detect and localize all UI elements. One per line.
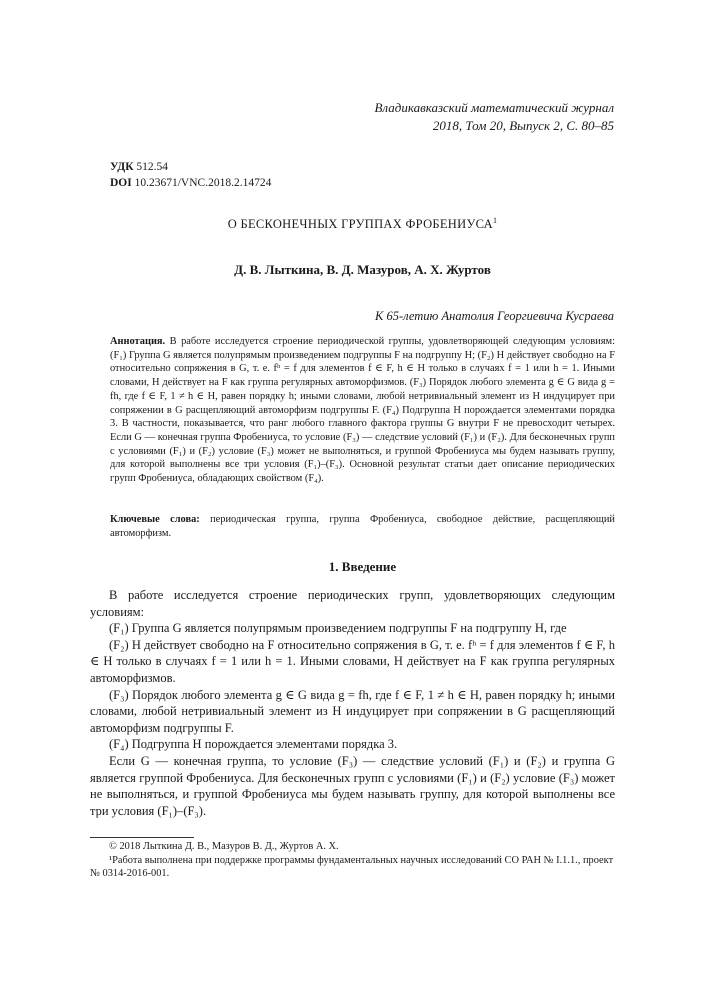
keywords-text: периодическая группа, группа Фробениуса, свободное действие, расщепляющий автоморфизм. (110, 514, 615, 539)
article-title-text: О БЕСКОНЕЧНЫХ ГРУППАХ ФРОБЕНИУСА (227, 217, 493, 232)
udk-line (110, 159, 271, 175)
doi-label: DOI (110, 177, 132, 189)
doi-line (110, 175, 271, 191)
copyright-note: © 2018 Лыткина Д. В., Мазуров В. Д., Журтов А. Х. (109, 841, 339, 852)
abstract-text: В работе исследуется строение периодической группы, удовлетворяющей следующим условиям: (F₁) Группа G является полупрямым произведением подгруппы F на подгруппу H; (F₂) H действует свободно на F относительно сопряжения в G, т. е. fʰ = f для элементов f ∈ F, h ∈ H только в случаях f = 1 или h = 1. Иными словами, H действует на F как группа регулярных автоморфизмов. (F₃) Порядок любого элемента g ∈ G вида g = fh, где f ∈ F, 1 ≠ h ∈ H, равен порядку h; иными словами, любой нетривиальный элемент из H индуцирует при сопряжении в G расщепляющий автоморфизм подгруппы F. (F₄) Подгруппа H порождается элементами порядка 3. В частности, показывается, что ранг любого главного фактора группы G внутри F не превосходит четырех. Если G — конечная группа Фробениуса, то условие (F₃) — следствие условий (F₁) и (F₂). Для бесконечных групп с условиями (F₁) и (F₂) условие (F₃) может не выполняться, и группой Фробениуса мы будем называть группу, для которой выполнены все три условия (F₁)–(F₃). Основной результат статьи дает описание периодических групп Фробениуса, обладающих свойством (F₄). (110, 336, 615, 485)
body-paragraph: (F₂) H действует свободно на F относительно сопряжения в G, т. е. fʰ = f для элементов f ∈ F, h ∈ H только в случаях f = 1 или h = 1. Иными словами, H действует на F как группа регулярных автоморфизмов. (90, 637, 615, 685)
body-paragraph: (F₁) Группа G является полупрямым произведением подгруппы F на подгруппу H, где (109, 621, 567, 636)
funding-note: ¹Работа выполнена при поддержке программы фундаментальных научных исследований СО РАН № I.1.1., проект № 0314-2016-001. (90, 854, 614, 879)
footnotes (90, 840, 615, 881)
doi-value: 10.23671/VNC.2018.2.14724 (131, 177, 272, 189)
keywords (110, 513, 615, 540)
section-heading: 1. Введение (328, 559, 397, 574)
abstract-label: Аннотация. (110, 336, 166, 347)
dedication: К 65-летию Анатолия Георгиевича Кусраева (375, 309, 614, 323)
article-title (110, 216, 615, 232)
body-paragraph: В работе исследуется строение периодических групп, удовлетворяющих следующим условиям: (90, 588, 615, 619)
title-footnote-mark: 1 (492, 216, 498, 225)
footnote-divider (90, 837, 194, 838)
journal-name: Владикавказский математический журнал (374, 100, 614, 115)
keywords-label: Ключевые слова: (110, 514, 200, 525)
body-paragraph: Если G — конечная группа, то условие (F₃) — следствие условий (F₁) и (F₂) и группа G является группой Фробениуса. Для бесконечных групп с условиями (F₁) и (F₂) условие (F₃) может не выполняться, и группой Фробениуса мы будем называть группу, для которой выполнены все три условия (F₁)–(F₃). (90, 753, 615, 818)
body-text (90, 587, 615, 819)
body-paragraph: (F₄) Подгруппа H порождается элементами порядка 3. (109, 737, 398, 752)
abstract (110, 335, 615, 486)
udk-value: 512.54 (133, 161, 169, 173)
udk-label: УДК (110, 161, 134, 173)
body-paragraph: (F₃) Порядок любого элемента g ∈ G вида g = fh, где f ∈ F, 1 ≠ h ∈ H, равен порядку h; иными словами, любой нетривиальный элемент из H индуцирует при сопряжении в G расщепляющий автоморфизм подгруппы F. (90, 687, 615, 735)
journal-header (374, 99, 614, 135)
journal-issue: 2018, Том 20, Выпуск 2, С. 80–85 (432, 118, 614, 133)
article-identifiers (110, 159, 271, 191)
article-authors: Д. В. Лыткина, В. Д. Мазуров, А. Х. Журтов (234, 262, 491, 277)
